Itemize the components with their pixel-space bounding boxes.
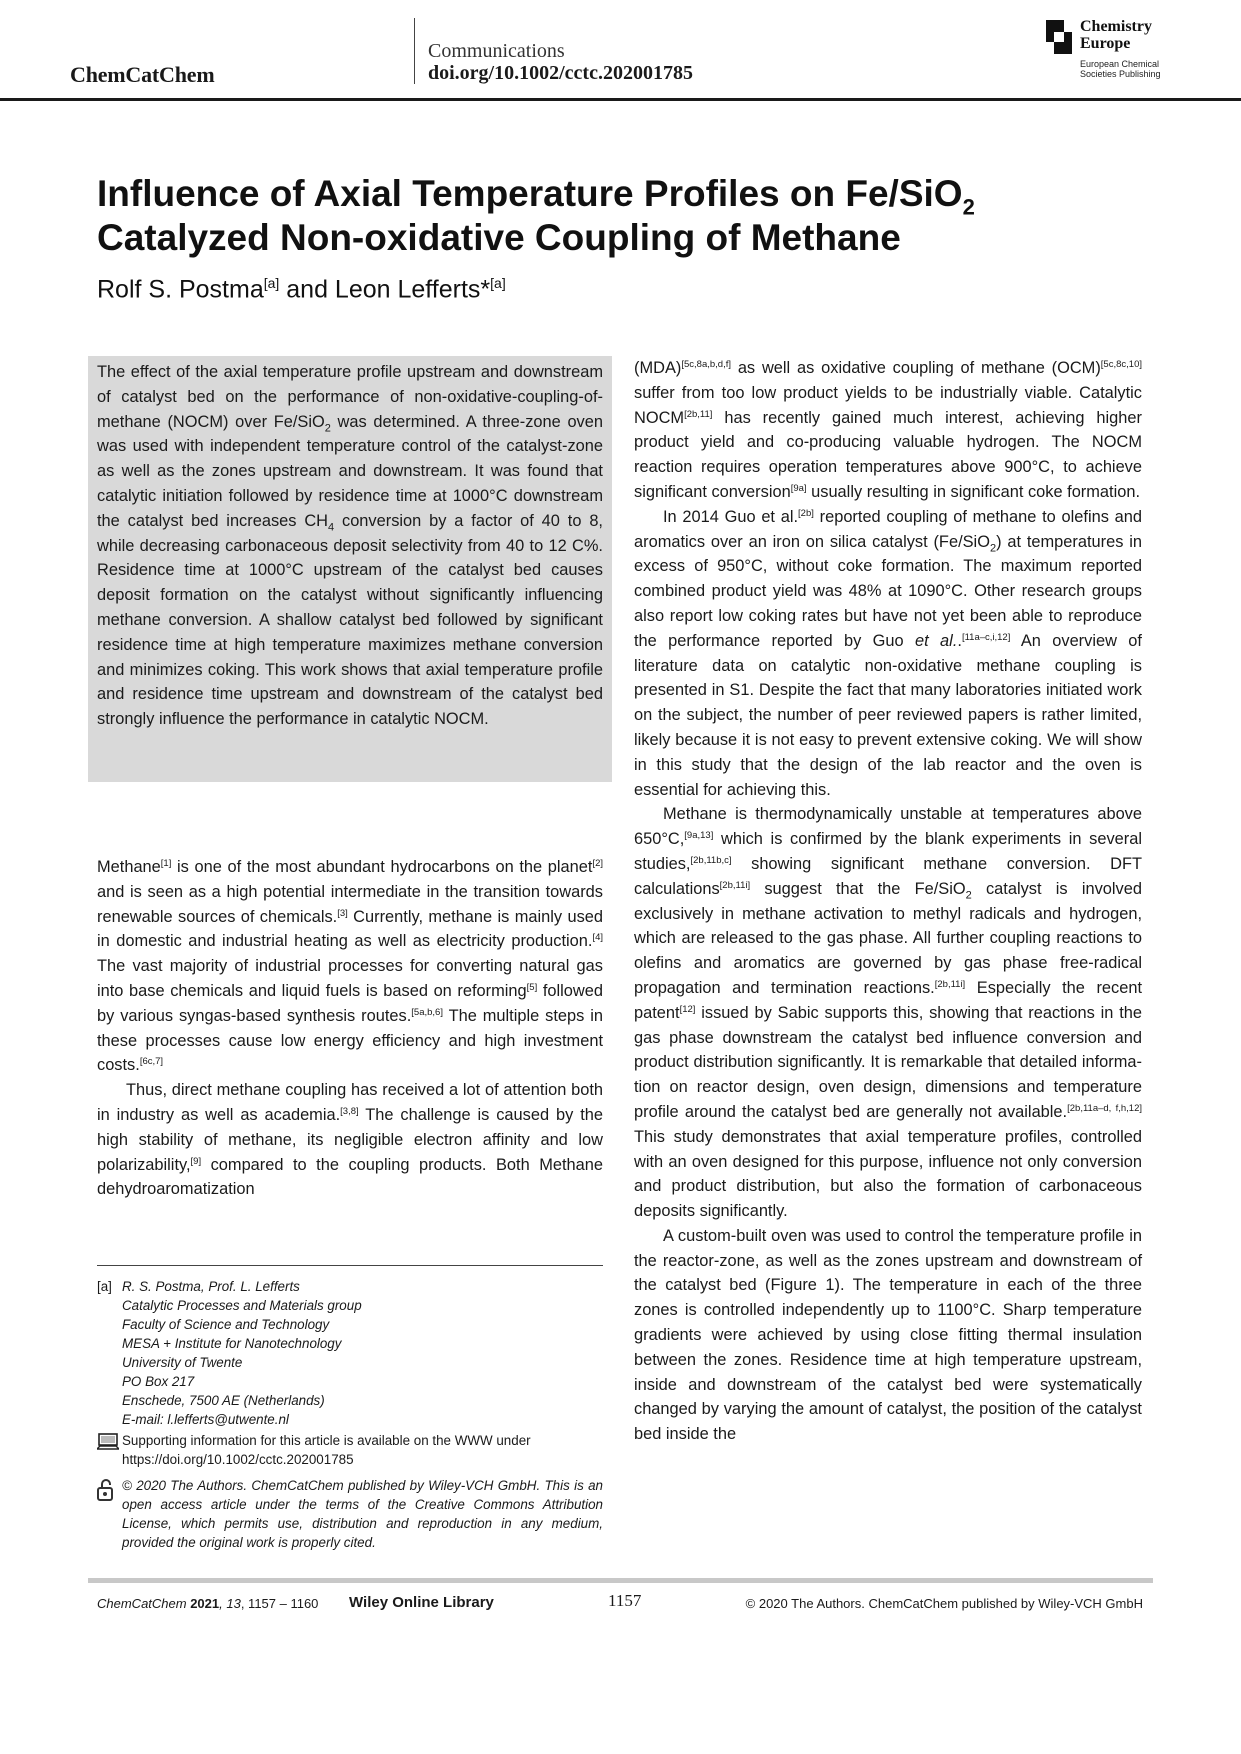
author-1: Rolf S. Postma (97, 275, 264, 304)
citation-link[interactable]: [2b,11i] (719, 879, 751, 891)
citation-link[interactable]: [5a,b,6] (411, 1006, 443, 1018)
author-2: and Leon Lefferts (279, 275, 481, 304)
citation-link[interactable]: [2b,11] (684, 408, 713, 420)
citation-link[interactable]: [2] (592, 858, 603, 869)
footer-copyright: © 2020 The Authors. ChemCatChem published by Wiley-VCH GmbH (745, 1596, 1143, 1611)
paragraph: Methane[1] is one of the most abundant hydrocarbons on the planet[2] and is seen as a high potential intermediate in the transition towards renewable sources of chemicals.[3] Currently, methane is mainly used in domestic and industrial heating as well as electricity production.[4] The vast majority of industrial processes for converting natural gas into base chemicals and liquid fuels is based on reforming[5] followed by various syngas-based synthesis routes.[5a,b,6] The multiple steps in these processes cause low energy efficiency and high investment costs.[6c,7] (97, 858, 604, 1075)
title-line-2: Catalyzed Non-oxidative Coupling of Methane (97, 217, 901, 258)
citation-link[interactable]: [3,8] (340, 1105, 359, 1117)
affiliation-line: University of Twente (122, 1355, 243, 1370)
affiliation-lines (122, 1277, 362, 1429)
citation-link[interactable]: [6c,7] (139, 1056, 164, 1068)
citation-link[interactable]: [1] (160, 858, 172, 869)
citation-link[interactable]: [2b] (798, 507, 814, 519)
citation-link[interactable]: [5c,8c,10] (1100, 359, 1142, 370)
citation-link[interactable]: [4] (592, 932, 603, 944)
right-column-body (634, 356, 1142, 1447)
abstract-box (88, 356, 612, 782)
affiliation-line: MESA + Institute for Nanotechnology (122, 1336, 342, 1351)
affiliation-mark: [a] (97, 1279, 112, 1294)
affiliation-line: Faculty of Science and Technology (122, 1317, 330, 1332)
logo-text-chemistry: Chemistry (1080, 18, 1152, 35)
supporting-link[interactable]: https://doi.org/10.1002/cctc.202001785 (122, 1452, 354, 1467)
citation-link[interactable]: [12] (679, 1003, 696, 1015)
footer-citation: ChemCatChem 2021, 13, 1157 – 1160 (97, 1596, 319, 1611)
computer-icon (97, 1433, 119, 1451)
page-number: 1157 (608, 1591, 642, 1610)
title-subscript: 2 (962, 194, 975, 220)
article-doi-link[interactable]: doi.org/10.1002/cctc.202001785 (428, 62, 693, 84)
left-column-body (97, 855, 603, 1202)
corresponding-mark: * (480, 275, 491, 304)
title-line-1: Influence of Axial Temperature Profiles on Fe/SiO (97, 173, 963, 214)
footnote-rule (97, 1265, 603, 1266)
paragraph: Thus, direct methane coupling has received a lot of attention both in industry as well as academia.[3,8] The challenge is caused by the high stability of methane, its negligible electron affinity and low polarizability,[9] compared to the coupling products. Both Methane dehydroaromatization (97, 1081, 603, 1199)
affiliation-line: PO Box 217 (122, 1374, 195, 1389)
citation-link[interactable]: [2b,11b,c] (690, 854, 732, 866)
header-divider (414, 18, 415, 84)
open-access-lock-icon (97, 1479, 115, 1501)
author-1-affil: [a] (263, 275, 280, 291)
logo-subtext-2: Societies Publishing (1080, 69, 1161, 79)
citation-link[interactable]: [11a–c,i,12] (961, 631, 1011, 643)
paragraph: Methane is thermodynamically unstable at temperatures above 650°C,[9a,13] which is confirmed by the blank experiments in several studies,[2b,11b,c] showing significant methane conversion. DFT calculations[2b,11i] suggest that the Fe/SiO$_2$ catalyst is involved exclusively in methane activation to methyl radicals and hydrogen, which are released to the gas phase. All further coupling reactions to olefins and aromatics are governed by gas phase free-radical propagation and termination reactions.[2b,11i] Especially the recent patent[12] issued by Sabic supports this, showing that reactions in the gas phase downstream the catalyst bed influence conversion and product distribution significantly. It is remarkable that detailed information on reactor design, oven design, dimensions and temperature profile around the catalyst bed are generally not available.[2b,11a–d, f,h,12] This study demonstrates that axial temperature profiles, controlled with an oven designed for this purpose, influence not only conversion and product distribution, but also the formation of carbonaceous deposits significantly. (634, 805, 1142, 1221)
header-rule (0, 98, 1241, 101)
article-section: Communications (428, 40, 565, 62)
citation-link[interactable]: [9] (190, 1155, 202, 1167)
journal-name: ChemCatChem (70, 62, 215, 87)
citation-link[interactable]: [9a,13] (684, 830, 714, 842)
affiliation-line: Catalytic Processes and Materials group (122, 1298, 362, 1313)
citation-link[interactable]: [5c,8a,b,d,f] (681, 359, 731, 370)
paragraph: In 2014 Guo et al.[2b] reported coupling of methane to olefins and aromatics over an iron on silica catalyst (Fe/SiO$_2$) at temperatures in excess of 950°C, without coke formation. The maximum reported combined product yield was 48% at 1090°C. Other research groups also report low coking rates but have not yet been able to reproduce the performance reported by Guo et al..[11a–c,i,12] An overview of literature data on catalytic non-oxidative methane coupling is presented in S1. Despite the fact that many laboratories initiated work on the subject, the number of peer reviewed papers is rather limited, likely because it is not easy to prevent extensive coking. We will show in this study that the design of the lab reactor and the oven is essential for achieving this. (634, 507, 1142, 799)
paragraph: (MDA)[5c,8a,b,d,f] as well as oxidative coupling of methane (OCM)[5c,8c,10] suffer from too low product yields to be industrially viable. Catalytic NOCM[2b,11] has recently gained much interest, achieving higher product yield and co-producing valuable hydrogen. The NOCM reaction requires operation temperatures above 900°C, to achieve significant conversion[9a] usually resulting in significant coke formation. (634, 359, 1142, 501)
citation-link[interactable]: [5] (526, 981, 538, 993)
logo-text-europe: Europe (1080, 35, 1131, 52)
supporting-text: Supporting information for this article is available on the WWW under (122, 1433, 531, 1448)
affiliation-line: R. S. Postma, Prof. L. Lefferts (122, 1279, 300, 1294)
license-text: © 2020 The Authors. ChemCatChem published by Wiley-VCH GmbH. This is an open access article under the terms of the Creative Commons Attribution License, which permits use, distribution and reproduction in any medium, provided the original work is properly cited. (122, 1478, 603, 1550)
paragraph: A custom-built oven was used to control the temperature profile in the reactor-zone, as well as the zones upstream and downstream of the catalyst bed (Figure 1). The temperature in each of the three zones is controlled independently up to 1100°C. Sharp temperature gradients were achieved by using close fitting thermal insulation between the zones. Residence time at high temperature upstream, inside and downstream of the catalyst bed were systematically changed by varying the amount of catalyst, the position of the catalyst bed inside the (634, 1226, 1142, 1444)
logo-subtext-1: European Chemical (1080, 59, 1160, 69)
citation-link[interactable]: [9a] (790, 482, 807, 494)
article-title (97, 172, 1147, 260)
affiliation-line: Enschede, 7500 AE (Netherlands) (122, 1393, 325, 1408)
citation-link[interactable]: [3] (337, 907, 348, 919)
publisher-logo[interactable] (1046, 18, 1176, 82)
author-2-affil: [a] (490, 275, 506, 291)
affiliation-email[interactable]: E-mail: l.lefferts@utwente.nl (122, 1412, 289, 1427)
citation-link[interactable]: [2b,11i] (934, 978, 966, 990)
footer-rule (88, 1578, 1153, 1583)
abstract-text: The effect of the axial temperature profile upstream and downstream of catalyst bed on the performance of non-oxidative-coupling-of-methane (NOCM) over Fe/SiO$_2$ was determined. A three-zone oven was used with independent temperature control of the catalyst-zone as well as the zones upstream and downstream. It was found that catalytic initiation followed by residence time at 1000°C downstream the catalyst bed increases $CH_4$ conversion by a factor of 40 to 8, while decreasing carbonaceous deposit selectivity from 40 to 12 C%. Residence time at 1000°C upstream of the catalyst bed causes deposit formation on the catalyst without significantly influencing methane conversion. A shallow catalyst bed followed by significant residence time at high temperature maximizes methane conversion and minimizes coking. This work shows that axial temperature profile and residence time upstream and downstream of the catalyst bed strongly influence the performance in catalytic NOCM. (97, 363, 603, 729)
citation-link[interactable]: [2b,11a–d, f,h,12] (1067, 1102, 1142, 1114)
author-list (97, 275, 506, 304)
chemistry-europe-logo-icon (1046, 20, 1072, 54)
wiley-online-library-link[interactable]: Wiley Online Library (349, 1594, 494, 1611)
